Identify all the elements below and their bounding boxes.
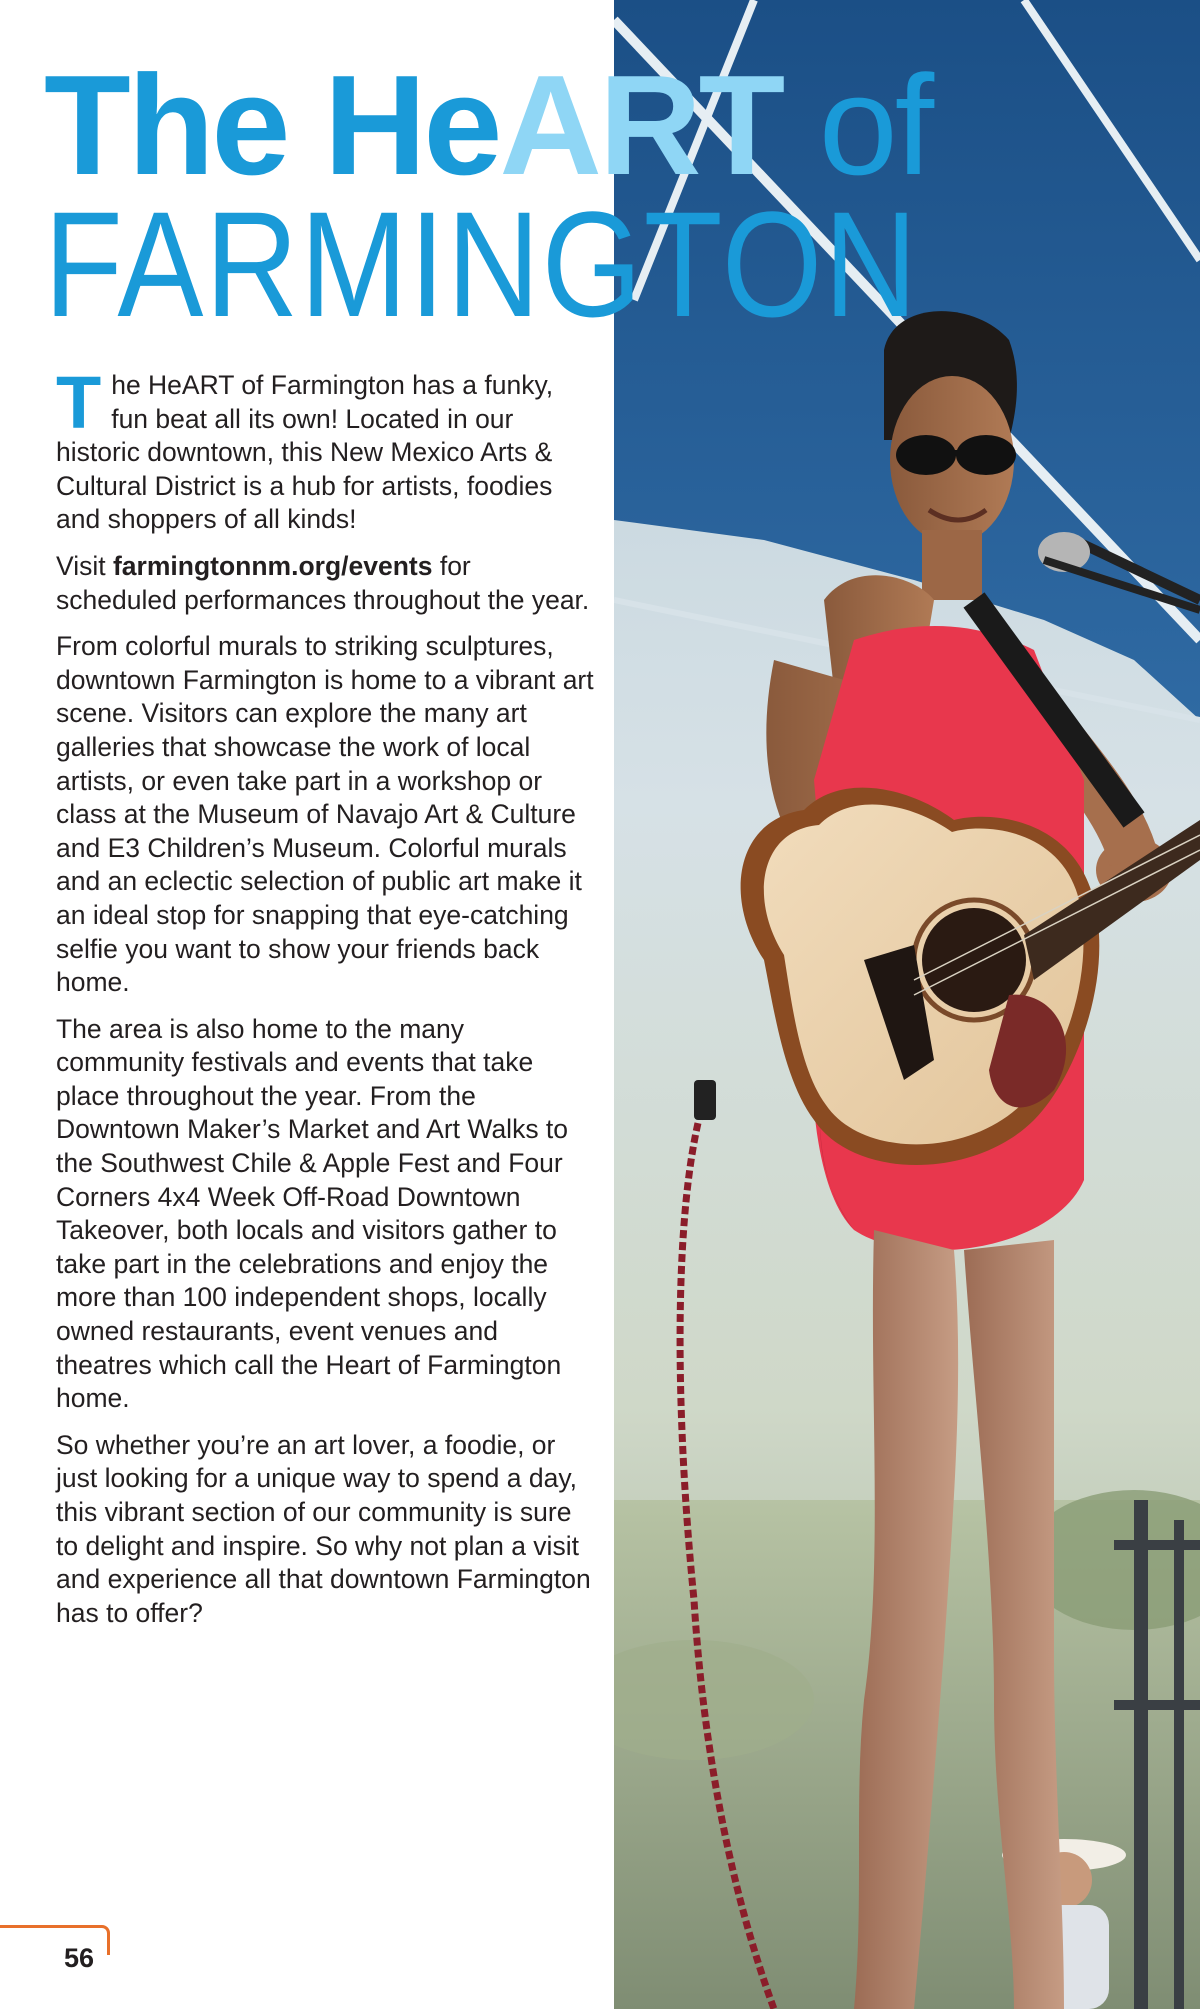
events-link[interactable]: farmingtonnm.org/events (112, 550, 433, 581)
paragraph-1 (56, 361, 596, 537)
paragraph-2 (56, 550, 596, 617)
title-word-he: He (323, 46, 500, 205)
paragraph-5: So whether you’re an art lover, a foodie, or just looking for a unique way to spend a day, this vibrant section of our community is sure to delight and inspire. So why not plan a visit and experience all that downtown Farmington has to offer? (56, 1429, 591, 1628)
drop-cap: T (56, 361, 102, 444)
page-title (44, 46, 932, 348)
paragraph-2-prefix: Visit (56, 550, 113, 581)
title-word-of: of (782, 46, 932, 205)
title-line-1 (44, 46, 932, 205)
title-line-2: FARMINGTON (44, 180, 919, 348)
title-word-the: The (44, 46, 324, 205)
paragraph-2-suffix: for scheduled performances throughout the year. (56, 550, 590, 615)
paragraph-3: From colorful murals to striking sculptures, downtown Farmington is home to a vibrant art scene. Visitors can explore the many art galleries that showcase the work of local artists, or even take part in a workshop or class at the Museum of Navajo Art & Culture and E3 Children’s Museum. Colorful murals and an eclectic selection of public art make it an ideal stop for snapping that eye-catching selfie you want to show your friends back home. (56, 631, 594, 998)
title-word-art: ART (499, 46, 783, 205)
paragraph-4: The area is also home to the many community festivals and events that take place throughout the year. From the Downtown Maker’s Market and Art Walks to the Southwest Chile & Apple Fest and Four Corners 4x4 Week Off-Road Downtown Takeover, both locals and visitors gather to take part in the celebrations and enjoy the more than 100 independent shops, locally owned restaurants, event venues and theatres which call the Heart of Farmington home. (56, 1013, 569, 1414)
paragraph-1-text: he HeART of Farmington has a funky, fun beat all its own! Located in our historic downtown, this New Mexico Arts & Cultural District is a hub for artists, foodies and shoppers of all kinds! (56, 370, 554, 535)
article-body (56, 361, 596, 1643)
page-number: 56 (64, 1943, 95, 1973)
